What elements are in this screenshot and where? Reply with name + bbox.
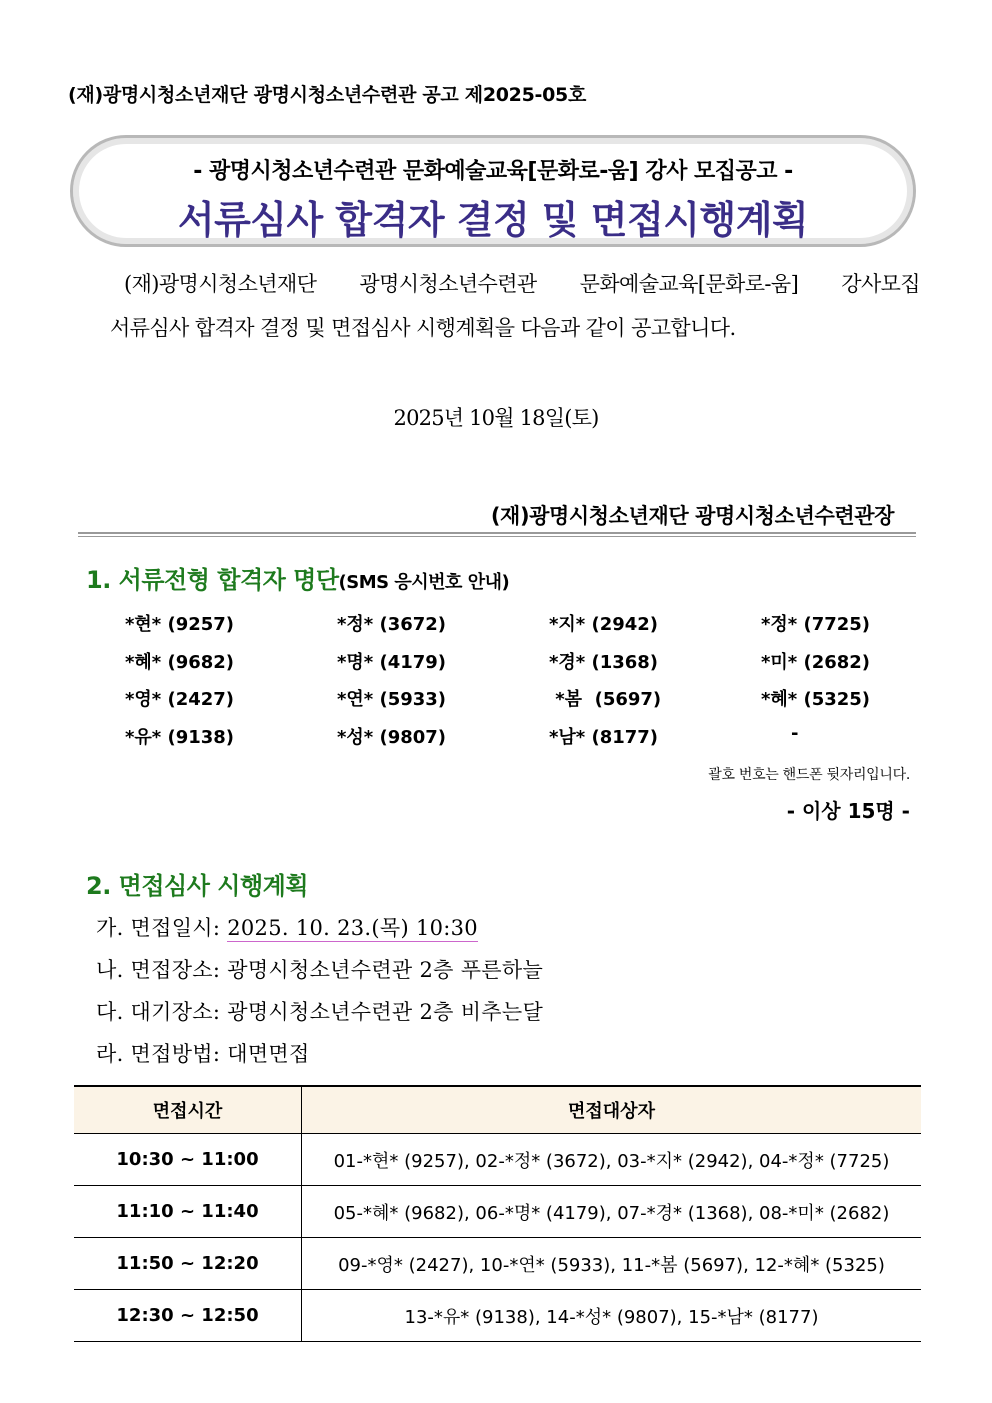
candidates-cell: 13-*유* (9138), 14-*성* (9807), 15-*남* (8177) <box>302 1290 922 1342</box>
plan-item-method: 라. 면접방법: 대면면접 <box>96 1042 310 1066</box>
intro-line-1: (재)광명시청소년재단 광명시청소년수련관 문화예술교육[문화로-움] 강사모집 <box>124 272 920 296</box>
time-cell: 11:50 ~ 12:20 <box>74 1238 302 1290</box>
plan-item-location: 나. 면접장소: 광명시청소년수련관 2층 푸른하늘 <box>96 958 544 982</box>
phone-note: 괄호 번호는 핸드폰 뒷자리입니다. <box>708 767 910 783</box>
section-1-heading <box>86 560 509 595</box>
passer-item: *성* (9807) <box>337 726 447 748</box>
section-2-title: 2. 면접심사 시행계획 <box>86 872 308 900</box>
passer-item: *경* (1368) <box>549 651 659 673</box>
intro-paragraph <box>110 262 920 350</box>
plan-datetime-value: 2025. 10. 23.(목) 10:30 <box>227 916 478 940</box>
section-1-subtitle: (SMS 응시번호 안내) <box>338 572 510 593</box>
plan-item-waiting-room: 다. 대기장소: 광명시청소년수련관 2층 비추는달 <box>96 1000 544 1024</box>
table-header-row <box>74 1086 921 1134</box>
passer-item: *정* (3672) <box>337 614 447 635</box>
banner-title: 서류심사 합격자 결정 및 면접시행계획 <box>177 198 809 242</box>
issuer: (재)광명시청소년재단 광명시청소년수련관장 <box>490 504 894 528</box>
section-1-title: 1. 서류전형 합격자 명단 <box>86 566 339 594</box>
passer-item: *미* (2682) <box>761 651 871 673</box>
title-banner <box>70 135 916 247</box>
passer-item: *남* (8177) <box>549 726 659 748</box>
passer-item: *영* (2427) <box>125 689 235 710</box>
divider <box>78 532 916 537</box>
passer-item: *현* (9257) <box>125 614 235 635</box>
passer-total: - 이상 15명 - <box>786 799 910 823</box>
column-header-candidates: 면접대상자 <box>302 1086 922 1134</box>
passer-item: *정* (7725) <box>761 614 871 635</box>
passer-item: *혜* (5325) <box>761 689 871 710</box>
passer-item: *혜* (9682) <box>125 651 235 673</box>
candidates-cell: 05-*혜* (9682), 06-*명* (4179), 07-*경* (1368), 08-*미* (2682) <box>302 1186 922 1238</box>
passer-list <box>110 610 910 760</box>
passer-item: *지* (2942) <box>549 614 659 635</box>
passer-item: *봄 (5697) <box>549 689 662 710</box>
intro-line-2: 서류심사 합격자 결정 및 면접심사 시행계획을 다음과 같이 공고합니다. <box>110 316 736 340</box>
passer-item: *명* (4179) <box>337 651 447 673</box>
time-cell: 12:30 ~ 12:50 <box>74 1290 302 1342</box>
interview-plan <box>96 912 543 1080</box>
table-row <box>74 1186 921 1238</box>
plan-item-datetime <box>96 912 543 954</box>
candidates-cell: 09-*영* (2427), 10-*연* (5933), 11-*봄 (5697), 12-*혜* (5325) <box>302 1238 922 1290</box>
time-cell: 11:10 ~ 11:40 <box>74 1186 302 1238</box>
plan-datetime-label: 가. 면접일시: <box>96 916 228 940</box>
interview-schedule-table <box>74 1085 921 1342</box>
column-header-time: 면접시간 <box>74 1086 302 1134</box>
notice-date: 2025년 10월 18일(토) <box>393 406 599 430</box>
table-row <box>74 1134 921 1186</box>
time-cell: 10:30 ~ 11:00 <box>74 1134 302 1186</box>
banner-subtitle: - 광명시청소년수련관 문화예술교육[문화로-움] 강사 모집공고 - <box>193 159 793 184</box>
table-row <box>74 1290 921 1342</box>
passer-item: *유* (9138) <box>125 726 235 748</box>
table-row <box>74 1238 921 1290</box>
passer-item: *연* (5933) <box>337 689 447 710</box>
candidates-cell: 01-*현* (9257), 02-*정* (3672), 03-*지* (2942), 04-*정* (7725) <box>302 1134 922 1186</box>
passer-item-empty: - <box>791 722 799 744</box>
notice-number: (재)광명시청소년재단 광명시청소년수련관 공고 제2025-05호 <box>68 84 587 106</box>
